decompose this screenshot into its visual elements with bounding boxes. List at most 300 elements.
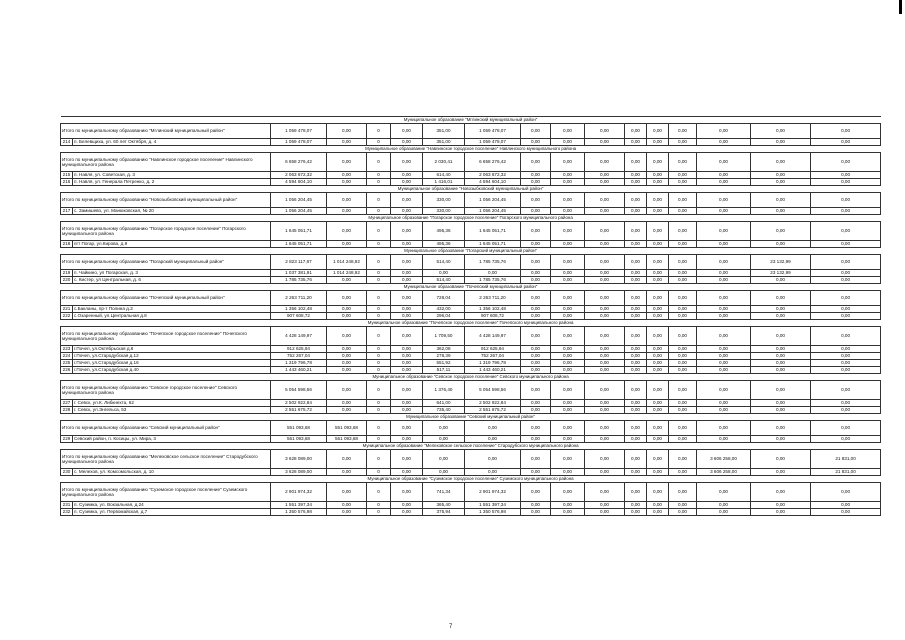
section-header-row [61,320,881,327]
value-cell: 0,00 [327,139,367,146]
subtotal-value: 0,00 [327,193,367,208]
subtotal-value: 21 831,00 [811,450,881,469]
value-cell: 0,00 [521,172,551,179]
value-cell: 0,00 [625,436,647,443]
value-cell: 0,00 [697,400,751,407]
value-cell: 0,00 [551,139,585,146]
subtotal-label: Итого по муниципальному образованию "Почепский муниципальный район" [61,291,271,306]
value-cell: 0,00 [327,241,367,248]
subtotal-value: 0,00 [647,327,669,346]
subtotal-value: 0,00 [585,483,625,502]
value-cell: 0,00 [521,353,551,360]
value-cell: 912 625,94 [465,346,521,353]
value-cell: 0 [367,407,391,414]
value-cell: 0,00 [585,241,625,248]
subtotal-value: 0,00 [327,450,367,469]
table-row [61,502,881,509]
subtotal-value: 330,00 [423,193,465,208]
value-cell: 0,00 [391,407,423,414]
subtotal-value: 0,00 [811,381,881,400]
value-cell: 0,00 [391,139,423,146]
address-cell: г.Почеп, ул.Октябрьская д.8 [73,346,271,353]
subtotal-value: 0,00 [327,327,367,346]
value-cell: 0,00 [521,208,551,215]
value-cell: 0,00 [327,407,367,414]
subtotal-value: 0,00 [647,222,669,241]
subtotal-value: 0,00 [669,222,697,241]
value-cell: 0,00 [521,306,551,313]
subtotal-value: 0,00 [327,483,367,502]
value-cell: 0,00 [697,360,751,367]
subtotal-label: Итого по муниципальному образованию "Севское городское поселение" Севского муниципального района [61,381,271,400]
subtotal-row [61,450,881,469]
value-cell: 4 594 604,10 [465,179,521,186]
subtotal-value: 0,00 [391,291,423,306]
value-cell: 0 [367,400,391,407]
value-cell: 0,00 [585,313,625,320]
subtotal-value: 2 901 974,32 [465,483,521,502]
subtotal-value: 2 263 711,20 [465,291,521,306]
value-cell: 0,00 [811,139,881,146]
subtotal-value: 4 428 149,97 [271,327,327,346]
subtotal-value: 0,00 [751,124,811,139]
value-cell: 0,00 [551,179,585,186]
value-cell: 0,00 [751,367,811,374]
value-cell: 0,00 [697,353,751,360]
subtotal-value: 3 628 089,00 [271,450,327,469]
value-cell: 0,00 [697,346,751,353]
value-cell: 0,00 [625,313,647,320]
subtotal-value: 0,00 [551,327,585,346]
subtotal-label: Итого по муниципальному образованию "Почепское городское поселение" Почепского муниципального района [61,327,271,346]
value-cell: 0,00 [327,172,367,179]
subtotal-value: 0,00 [551,124,585,139]
row-number: 215 [61,172,73,179]
subtotal-value: 0,00 [697,255,751,270]
value-cell: 0,00 [625,353,647,360]
value-cell: 0 [367,502,391,509]
value-cell: 0,00 [465,436,521,443]
subtotal-value: 0 [367,255,391,270]
subtotal-value: 0,00 [551,450,585,469]
subtotal-value: 0,00 [751,483,811,502]
value-cell: 0,00 [669,241,697,248]
subtotal-value: 0,00 [585,327,625,346]
value-cell: 0,00 [521,509,551,516]
subtotal-value: 0,00 [551,483,585,502]
address-cell: п. Навля, ул. Советская, д. 3 [73,172,271,179]
table-row [61,367,881,374]
subtotal-value: 0,00 [647,450,669,469]
value-cell: 0,00 [391,400,423,407]
value-cell: 0,00 [625,241,647,248]
value-cell: 0,00 [751,436,811,443]
value-cell: 0,00 [669,346,697,353]
value-cell: 0,00 [647,346,669,353]
value-cell: 0,00 [625,139,647,146]
subtotal-value: 2 263 711,20 [271,291,327,306]
value-cell: 330,00 [423,208,465,215]
value-cell: 0,00 [585,469,625,476]
value-cell: 0,00 [585,346,625,353]
subtotal-value: 2 823 117,67 [271,255,327,270]
subtotal-value: 0,00 [391,381,423,400]
table-row [61,139,881,146]
subtotal-label: Итого по муниципальному образованию "Погарское городское поселение" Погарского муниципального района [61,222,271,241]
value-cell: 0,00 [585,306,625,313]
value-cell: 0 [367,306,391,313]
subtotal-value: 0,00 [669,450,697,469]
value-cell: 0,00 [751,313,811,320]
value-cell: 0,00 [647,179,669,186]
subtotal-value: 0,00 [585,124,625,139]
subtotal-value: 0,00 [521,222,551,241]
value-cell: 0,00 [647,509,669,516]
value-cell: 2 502 922,84 [271,400,327,407]
subtotal-value: 0,00 [585,421,625,436]
subtotal-value: 0,00 [669,421,697,436]
value-cell: 0,00 [551,346,585,353]
value-cell: 0,00 [551,407,585,414]
value-cell: 0,00 [697,208,751,215]
value-cell: 0,00 [647,313,669,320]
subtotal-value: 1 709,50 [423,327,465,346]
value-cell: 0,00 [585,179,625,186]
subtotal-value: 0 [367,222,391,241]
subtotal-row [61,421,881,436]
row-number: 223 [61,346,73,353]
subtotal-value: 0,00 [697,222,751,241]
subtotal-value: 0,00 [751,291,811,306]
value-cell: 278,39 [423,353,465,360]
subtotal-value: 0 [367,327,391,346]
subtotal-value: 0,00 [751,222,811,241]
row-number: 232 [61,509,73,516]
subtotal-value: 0,00 [647,124,669,139]
value-cell: 0,00 [751,360,811,367]
subtotal-value: 0,00 [521,327,551,346]
value-cell: 0,00 [669,208,697,215]
subtotal-value: 1 014 248,92 [327,255,367,270]
subtotal-value: 5 054 598,56 [271,381,327,400]
subtotal-value: 0,00 [585,193,625,208]
value-cell: 0,00 [625,306,647,313]
value-cell: 0,00 [697,306,751,313]
subtotal-row [61,483,881,502]
value-cell: 0 [367,179,391,186]
value-cell: 3 628 089,00 [271,469,327,476]
section-header-row [61,215,881,222]
value-cell: 0,00 [551,502,585,509]
subtotal-value: 0,00 [391,483,423,502]
section-title: Муниципальное образование "Новозыбковский муниципальный район" [61,186,881,193]
value-cell: 1 645 051,71 [271,241,327,248]
value-cell: 0,00 [811,502,881,509]
section-header-row [61,284,881,291]
value-cell: 0 [367,139,391,146]
value-cell: 1 645 051,71 [465,241,521,248]
value-cell: 1 416,01 [423,179,465,186]
value-cell: 0,00 [669,367,697,374]
value-cell: 517,11 [423,367,465,374]
value-cell: 0,00 [391,346,423,353]
subtotal-value: 495,36 [423,222,465,241]
subtotal-row [61,381,881,400]
value-cell: 0 [367,313,391,320]
value-cell: 0,00 [647,208,669,215]
value-cell: 0 [367,436,391,443]
address-cell: с.Озаренный, ул.Центральная д.8 [73,313,271,320]
value-cell: 0,00 [669,172,697,179]
address-cell: с. Кистер, ул Центральная, д. 6 [73,277,271,284]
address-cell: пгт Погар, ул.Кирова, д.9 [73,241,271,248]
value-cell: 1 037 381,91 [271,270,327,277]
subtotal-value: 1 056 204,45 [271,193,327,208]
value-cell: 0,00 [625,502,647,509]
value-cell: 0,00 [327,277,367,284]
value-cell: 0,00 [551,277,585,284]
value-cell: 0,00 [811,367,881,374]
subtotal-value: 0,00 [751,153,811,172]
value-cell: 0,00 [391,277,423,284]
subtotal-row [61,291,881,306]
value-cell: 551 093,68 [327,436,367,443]
subtotal-value: 0,00 [697,193,751,208]
value-cell: 0,00 [669,502,697,509]
value-cell: 0,00 [697,367,751,374]
subtotal-value: 0,00 [697,381,751,400]
subtotal-value: 0,00 [669,193,697,208]
value-cell: 0 [367,353,391,360]
value-cell: 0,00 [423,270,465,277]
value-cell: 0,00 [625,277,647,284]
value-cell: 0,00 [751,139,811,146]
value-cell: 0,00 [327,509,367,516]
subtotal-value: 0,00 [647,193,669,208]
subtotal-value: 1 376,40 [423,381,465,400]
value-cell: 21 831,00 [811,469,881,476]
subtotal-value: 0 [367,381,391,400]
value-cell: 0,00 [647,277,669,284]
value-cell: 3 606 258,00 [697,469,751,476]
value-cell: 0,00 [751,353,811,360]
subtotal-value: 0,00 [551,193,585,208]
value-cell: 0,00 [647,306,669,313]
value-cell: 2 063 672,32 [271,172,327,179]
subtotal-value: 0 [367,421,391,436]
subtotal-value: 0,00 [585,153,625,172]
value-cell: 0,00 [625,208,647,215]
value-cell: 0,00 [647,270,669,277]
value-cell: 1 319 796,78 [465,360,521,367]
value-cell: 0,00 [585,172,625,179]
value-cell: 0,00 [391,270,423,277]
value-cell: 0,00 [669,407,697,414]
subtotal-value: 741,34 [423,483,465,502]
table-row [61,270,881,277]
subtotal-value: 0,00 [625,124,647,139]
subtotal-label: Итого по муниципальному образованию "Мглинский муниципальный район" [61,124,271,139]
subtotal-value: 0,00 [697,124,751,139]
value-cell: 0,00 [697,436,751,443]
value-cell: 0,00 [811,208,881,215]
value-cell: 0,00 [751,407,811,414]
subtotal-value: 0,00 [669,381,697,400]
value-cell: 1 785 735,76 [465,277,521,284]
value-cell: 0,00 [391,241,423,248]
value-cell: 0,00 [751,172,811,179]
subtotal-value: 0 [367,193,391,208]
address-cell: п. Чайкино, ул Погарская, д. 3 [73,270,271,277]
value-cell: 0,00 [551,313,585,320]
value-cell: 0 [367,241,391,248]
value-cell: 0,00 [391,313,423,320]
subtotal-value: 23 132,99 [751,255,811,270]
subtotal-value: 0,00 [585,381,625,400]
value-cell: 0,00 [811,400,881,407]
value-cell: 0,00 [811,313,881,320]
value-cell: 0,00 [521,407,551,414]
value-cell: 0,00 [625,270,647,277]
value-cell: 0,00 [751,208,811,215]
value-cell: 0,00 [625,346,647,353]
value-cell: 0,00 [697,313,751,320]
subtotal-value: 0,00 [391,421,423,436]
value-cell: 0,00 [521,502,551,509]
value-cell: 0,00 [423,469,465,476]
value-cell: 0,00 [647,436,669,443]
value-cell: 0,00 [551,509,585,516]
value-cell: 551,92 [423,360,465,367]
subtotal-value: 0,00 [625,222,647,241]
value-cell: 375,94 [423,509,465,516]
value-cell: 1 551 397,34 [465,502,521,509]
value-cell: 0,00 [751,277,811,284]
subtotal-value: 1 645 051,71 [271,222,327,241]
subtotal-row [61,222,881,241]
value-cell: 0,00 [551,400,585,407]
subtotal-value: 0,00 [625,483,647,502]
value-cell: 0,00 [551,353,585,360]
value-cell: 0,00 [327,400,367,407]
subtotal-value: 0,00 [647,483,669,502]
value-cell: 0,00 [585,360,625,367]
municipal-table [60,116,881,516]
subtotal-label: Итого по муниципальному образованию "Новозыбковский муниципальный район" [61,193,271,208]
subtotal-value: 0,00 [625,450,647,469]
value-cell: 0,00 [391,367,423,374]
subtotal-value: 0,00 [521,153,551,172]
value-cell: 735,40 [423,407,465,414]
value-cell: 2 551 675,72 [465,407,521,414]
value-cell: 0,00 [811,172,881,179]
value-cell: 752 267,04 [271,353,327,360]
value-cell: 0,00 [391,172,423,179]
value-cell: 0,00 [697,179,751,186]
subtotal-value: 0,00 [625,421,647,436]
value-cell: 0,00 [811,360,881,367]
value-cell: 0,00 [647,172,669,179]
value-cell: 1 551 397,34 [271,502,327,509]
address-cell: г.Почеп, ул.Стародубская д.40 [73,367,271,374]
subtotal-value: 0,00 [669,483,697,502]
value-cell: 0,00 [465,270,521,277]
value-cell: 0,00 [669,270,697,277]
value-cell: 0,00 [391,179,423,186]
subtotal-value: 0,00 [551,153,585,172]
subtotal-value: 0,00 [327,222,367,241]
value-cell: 0,00 [669,179,697,186]
value-cell: 0,00 [697,172,751,179]
value-cell: 0 [367,346,391,353]
value-cell: 0,00 [669,139,697,146]
value-cell: 0,00 [669,436,697,443]
value-cell: 0,00 [751,179,811,186]
section-header-row [61,476,881,483]
subtotal-value: 0,00 [585,450,625,469]
subtotal-value: 551 093,68 [271,421,327,436]
value-cell: 495,36 [423,241,465,248]
address-cell: п. Суземка, ул. Вокзальная, д.24 [73,502,271,509]
value-cell: 1 059 478,07 [465,139,521,146]
value-cell: 0,00 [521,400,551,407]
subtotal-value: 0,00 [751,421,811,436]
value-cell: 0,00 [327,469,367,476]
value-cell: 912 625,94 [271,346,327,353]
value-cell: 0,00 [647,469,669,476]
value-cell: 0,00 [551,306,585,313]
value-cell: 0,00 [327,360,367,367]
value-cell: 0,00 [751,469,811,476]
value-cell: 0,00 [625,172,647,179]
subtotal-value: 2 901 974,32 [271,483,327,502]
value-cell: 1 014 248,92 [327,270,367,277]
value-cell: 0,00 [423,436,465,443]
row-number: 220 [61,277,73,284]
value-cell: 0,00 [551,172,585,179]
value-cell: 0,00 [391,509,423,516]
section-title: Муниципальное образование "Погарское городское поселение" Погарского муниципального района [61,215,881,222]
section-header-row [61,443,881,450]
value-cell: 0,00 [327,306,367,313]
subtotal-value: 0,00 [585,222,625,241]
value-cell: 0,00 [647,502,669,509]
row-number: 224 [61,353,73,360]
subtotal-value: 0,00 [669,124,697,139]
value-cell: 0,00 [625,407,647,414]
value-cell: 907 608,72 [465,313,521,320]
value-cell: 23 132,99 [751,270,811,277]
value-cell: 0,00 [669,509,697,516]
value-cell: 1 443 460,21 [465,367,521,374]
value-cell: 1 059 478,07 [271,139,327,146]
value-cell: 0,00 [327,208,367,215]
subtotal-value: 0,00 [811,327,881,346]
address-cell: п. Навля, ул. Генерала Петренко, д. 2 [73,179,271,186]
subtotal-value: 1 056 204,45 [465,193,521,208]
subtotal-value: 0,00 [551,291,585,306]
subtotal-value: 0,00 [327,124,367,139]
subtotal-value: 0,00 [697,153,751,172]
subtotal-value: 4 428 149,97 [465,327,521,346]
value-cell: 4 594 604,10 [271,179,327,186]
subtotal-value: 0,00 [521,124,551,139]
value-cell: 0,00 [585,277,625,284]
value-cell: 2 063 672,32 [465,172,521,179]
subtotal-value: 551 093,68 [327,421,367,436]
value-cell: 0,00 [625,509,647,516]
value-cell: 0,00 [697,502,751,509]
